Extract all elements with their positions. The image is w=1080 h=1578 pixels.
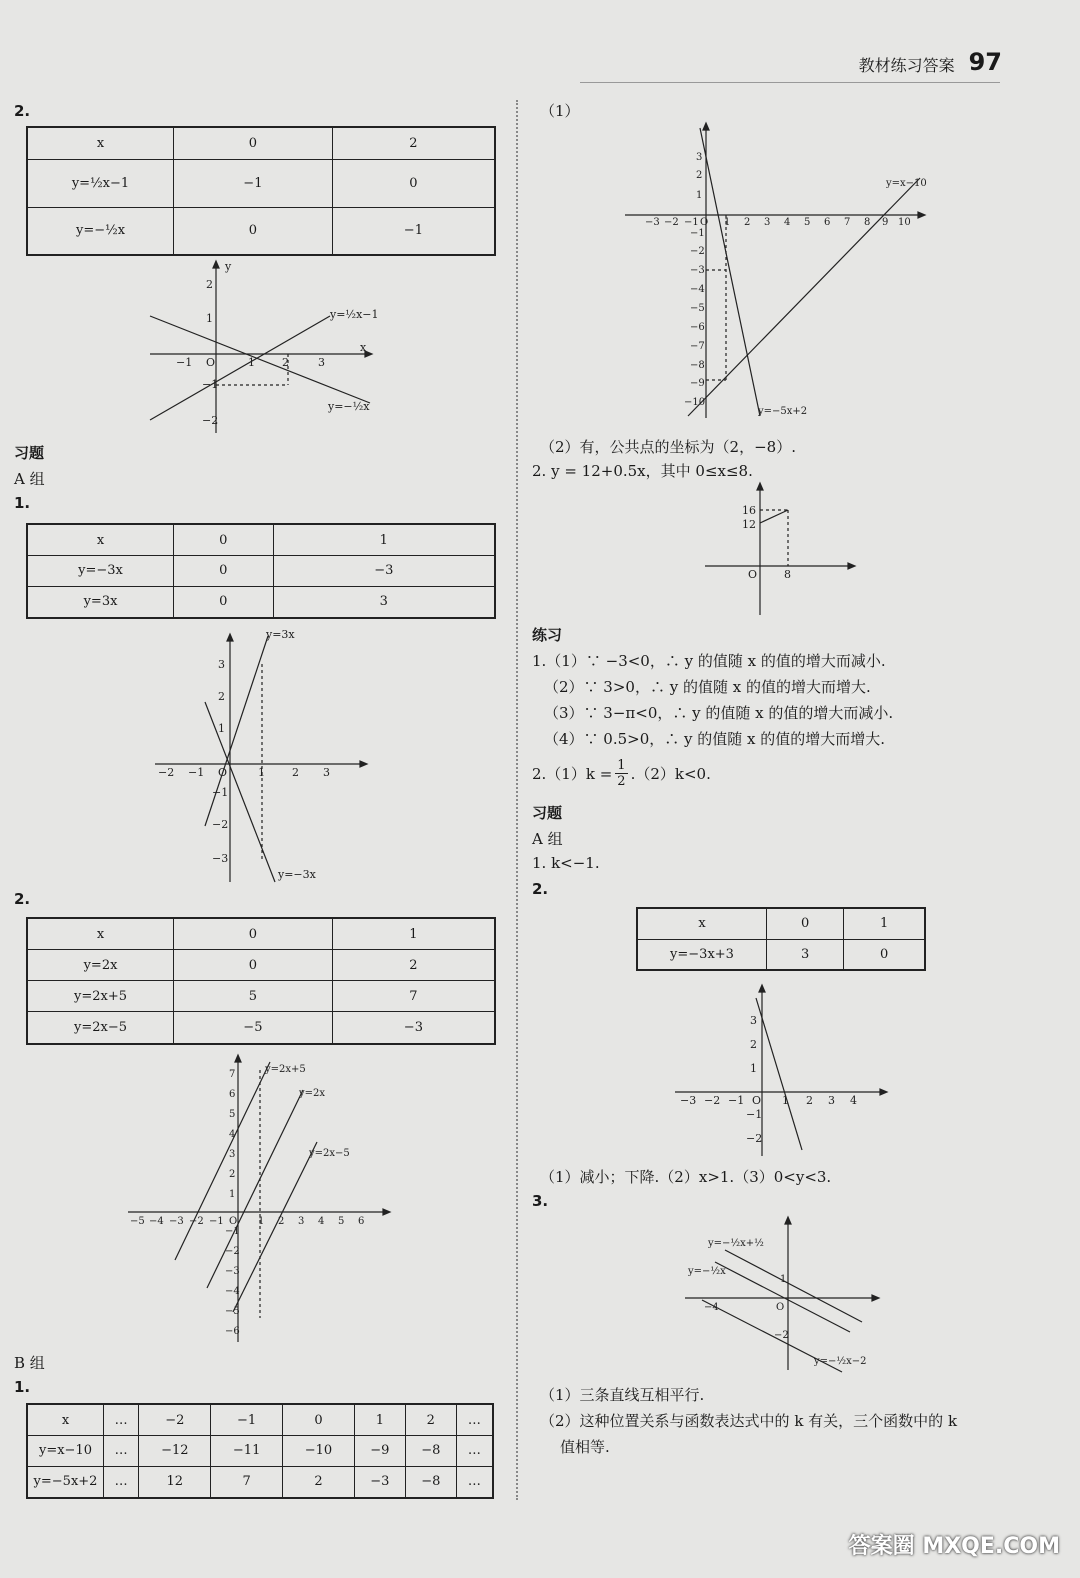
tick-label: 1 bbox=[248, 356, 255, 369]
tick-label: O bbox=[752, 1094, 762, 1107]
tick-label: −8 bbox=[690, 360, 705, 371]
table-cell: x bbox=[27, 127, 174, 159]
tick-label: −10 bbox=[684, 397, 706, 408]
table-cell: y=½x−1 bbox=[27, 159, 174, 207]
section-practice: 练习 bbox=[532, 626, 563, 644]
tick-label: 8 bbox=[784, 568, 791, 581]
tick-label: 8 bbox=[864, 217, 871, 228]
tick-label: 1 bbox=[724, 217, 731, 228]
tick-label: −6 bbox=[690, 322, 705, 333]
table-cell: −8 bbox=[405, 1466, 456, 1498]
exercise-2-label: 2. bbox=[532, 880, 549, 898]
tick-label: −2 bbox=[664, 217, 679, 228]
tick-label: 6 bbox=[824, 217, 831, 228]
part-1-label: （1） bbox=[540, 102, 580, 120]
fraction bbox=[615, 758, 627, 789]
graph-6 bbox=[670, 978, 900, 1160]
table-cell: 0 bbox=[283, 1404, 355, 1436]
table-cell: 0 bbox=[174, 127, 333, 159]
tick-label: 2 bbox=[292, 766, 299, 779]
tick-label: 2 bbox=[229, 1169, 236, 1180]
tick-label: −2 bbox=[746, 1132, 763, 1145]
line-label: y=x−10 bbox=[886, 178, 927, 189]
tick-label: −2 bbox=[212, 818, 229, 831]
table-cell: 0 bbox=[332, 159, 495, 207]
exercise-1-answer: 1. k<−1. bbox=[532, 854, 600, 872]
tick-label: 1 bbox=[206, 312, 213, 325]
question-2: 2. bbox=[14, 890, 31, 908]
tick-label: −1 bbox=[188, 766, 205, 779]
table-cell: 1 bbox=[354, 1404, 405, 1436]
table-cell: −9 bbox=[354, 1436, 405, 1467]
tick-label: O bbox=[776, 1302, 785, 1313]
exercise-3-answer: （2）这种位置关系与函数表达式中的 k 有关，三个函数中的 k bbox=[540, 1412, 958, 1430]
table-cell: 0 bbox=[767, 908, 844, 939]
tick-label: 3 bbox=[323, 766, 330, 779]
tick-label: 3 bbox=[298, 1216, 305, 1227]
tick-label: −2 bbox=[225, 1246, 240, 1257]
table-cell: −8 bbox=[405, 1436, 456, 1467]
tick-label: −4 bbox=[690, 284, 705, 295]
tick-label: 2 bbox=[750, 1038, 757, 1051]
line-label: y=2x bbox=[299, 1088, 326, 1099]
table-cell: −3 bbox=[332, 1012, 495, 1044]
table-2 bbox=[26, 523, 496, 619]
table-cell: −3 bbox=[273, 556, 495, 587]
tick-label: 3 bbox=[218, 658, 225, 671]
table-3 bbox=[26, 917, 496, 1045]
table-cell: 1 bbox=[332, 918, 495, 950]
tick-label: 5 bbox=[338, 1216, 345, 1227]
line-label: y=−5x+2 bbox=[758, 406, 808, 417]
tick-label: −3 bbox=[225, 1266, 240, 1277]
table-cell: 0 bbox=[174, 207, 333, 255]
table-cell: 2 bbox=[405, 1404, 456, 1436]
tick-label: −2 bbox=[704, 1094, 721, 1107]
tick-label: 4 bbox=[229, 1129, 236, 1140]
tick-label: 7 bbox=[844, 217, 851, 228]
tick-label: 4 bbox=[318, 1216, 325, 1227]
tick-label: 1 bbox=[750, 1062, 757, 1075]
line-label: y=2x−5 bbox=[309, 1148, 350, 1159]
table-cell: −1 bbox=[332, 207, 495, 255]
tick-label: 4 bbox=[850, 1094, 857, 1107]
practice-2-text-end: .（2）k<0. bbox=[630, 765, 711, 783]
tick-label: −5 bbox=[130, 1216, 145, 1227]
table-cell: 3 bbox=[767, 939, 844, 970]
table-cell: 1 bbox=[273, 524, 495, 556]
table-cell: −1 bbox=[211, 1404, 283, 1436]
section-exercises: 习题 bbox=[14, 444, 45, 462]
tick-label: −1 bbox=[209, 1216, 224, 1227]
table-cell: 2 bbox=[283, 1466, 355, 1498]
tick-label: −1 bbox=[684, 217, 699, 228]
tick-label: −1 bbox=[728, 1094, 745, 1107]
fraction-numerator: 1 bbox=[617, 758, 626, 773]
tick-label: 1 bbox=[258, 1216, 265, 1227]
line-label: y=−½x+½ bbox=[708, 1238, 764, 1249]
table-cell: 0 bbox=[174, 918, 333, 950]
table-cell: … bbox=[456, 1404, 493, 1436]
table-cell: 1 bbox=[844, 908, 925, 939]
table-cell: y=x−10 bbox=[27, 1436, 104, 1467]
table-cell: … bbox=[456, 1466, 493, 1498]
practice-2-answer bbox=[532, 758, 711, 789]
practice-line: 1.（1）∵ −3<0，∴ y 的值随 x 的值的增大而减小. bbox=[532, 652, 886, 670]
tick-label: 5 bbox=[229, 1109, 236, 1120]
table-cell: y=2x−5 bbox=[27, 1012, 174, 1044]
practice-line: （3）∵ 3−π<0，∴ y 的值随 x 的值的增大而减小. bbox=[544, 704, 894, 722]
tick-label: 2 bbox=[206, 278, 213, 291]
graph-2 bbox=[150, 624, 380, 886]
practice-2-text: 2.（1）k = bbox=[532, 765, 613, 783]
tick-label: 1 bbox=[780, 1274, 787, 1285]
tick-label: 2 bbox=[806, 1094, 813, 1107]
group-a-right: A 组 bbox=[532, 830, 563, 848]
tick-label: −2 bbox=[189, 1216, 204, 1227]
tick-label: O bbox=[748, 568, 758, 581]
table-cell: y=2x+5 bbox=[27, 981, 174, 1012]
table-cell: 2 bbox=[332, 950, 495, 981]
line-label: y=−½x bbox=[328, 400, 370, 413]
tick-label: −1 bbox=[212, 786, 229, 799]
table-4 bbox=[26, 1403, 494, 1499]
graph-3 bbox=[125, 1050, 395, 1345]
tick-label: −3 bbox=[690, 265, 705, 276]
tick-label: 6 bbox=[358, 1216, 365, 1227]
tick-label: 3 bbox=[318, 356, 325, 369]
table-cell: 0 bbox=[844, 939, 925, 970]
tick-label: 4 bbox=[784, 217, 791, 228]
tick-label: −9 bbox=[690, 378, 705, 389]
line-label: y=½x−1 bbox=[330, 308, 379, 321]
question-2-answer: 2. y = 12+0.5x，其中 0≤x≤8. bbox=[532, 462, 753, 480]
tick-label: 16 bbox=[742, 504, 756, 517]
table-cell: 2 bbox=[332, 127, 495, 159]
tick-label: −2 bbox=[202, 414, 219, 427]
table-cell: y=−5x+2 bbox=[27, 1466, 104, 1498]
graph-4 bbox=[620, 118, 940, 423]
tick-label: 2 bbox=[696, 170, 703, 181]
tick-label: −1 bbox=[225, 1226, 240, 1237]
tick-label: −1 bbox=[746, 1108, 763, 1121]
tick-label: −2 bbox=[158, 766, 175, 779]
tick-label: 7 bbox=[229, 1069, 236, 1080]
tick-label: O bbox=[218, 766, 228, 779]
table-cell: 5 bbox=[174, 981, 333, 1012]
tick-label: −2 bbox=[690, 246, 705, 257]
tick-label: 3 bbox=[828, 1094, 835, 1107]
page-header bbox=[859, 48, 1002, 76]
exercise-3-answer: 值相等. bbox=[560, 1438, 610, 1456]
table-cell: x bbox=[27, 918, 174, 950]
table-cell: 0 bbox=[174, 950, 333, 981]
tick-label: −3 bbox=[212, 852, 229, 865]
tick-label: −1 bbox=[690, 228, 705, 239]
table-cell: 7 bbox=[211, 1466, 283, 1498]
table-cell: 0 bbox=[174, 524, 274, 556]
tick-label: −1 bbox=[176, 356, 193, 369]
tick-label: 6 bbox=[229, 1089, 236, 1100]
tick-label: 3 bbox=[696, 152, 703, 163]
tick-label: −4 bbox=[704, 1302, 719, 1313]
header-title: 教材练习答案 bbox=[858, 56, 955, 75]
tick-label: −4 bbox=[225, 1286, 240, 1297]
section-exercises-right: 习题 bbox=[532, 804, 563, 822]
tick-label: 2 bbox=[278, 1216, 285, 1227]
table-cell: 3 bbox=[273, 586, 495, 618]
tick-label: −7 bbox=[690, 341, 705, 352]
table-cell: −5 bbox=[174, 1012, 333, 1044]
table-1 bbox=[26, 126, 496, 256]
line-label: y=−3x bbox=[278, 868, 316, 881]
tick-label: −4 bbox=[149, 1216, 164, 1227]
tick-label: O bbox=[206, 356, 216, 369]
tick-label: 2 bbox=[282, 356, 289, 369]
exercise-2-answer: （1）减小；下降.（2）x>1.（3）0<y<3. bbox=[540, 1168, 832, 1186]
tick-label: −3 bbox=[680, 1094, 697, 1107]
problem-2-label: 2. bbox=[14, 102, 31, 120]
graph-7 bbox=[680, 1214, 900, 1374]
tick-label: 5 bbox=[804, 217, 811, 228]
tick-label: 3 bbox=[750, 1014, 757, 1027]
graph-1 bbox=[140, 258, 390, 438]
tick-label: O bbox=[229, 1216, 238, 1227]
line-label: y=−½x−2 bbox=[814, 1356, 867, 1367]
table-cell: y=3x bbox=[27, 586, 174, 618]
tick-label: 1 bbox=[696, 190, 703, 201]
table-cell: y=−3x+3 bbox=[637, 939, 767, 970]
tick-label: −5 bbox=[225, 1306, 240, 1317]
tick-label: −3 bbox=[645, 217, 660, 228]
tick-label: −6 bbox=[225, 1326, 240, 1337]
tick-label: 3 bbox=[229, 1149, 236, 1160]
tick-label: 9 bbox=[882, 217, 889, 228]
page-number: 97 bbox=[968, 48, 1002, 76]
table-cell: y=2x bbox=[27, 950, 174, 981]
table-5 bbox=[636, 907, 926, 971]
table-cell: y=−3x bbox=[27, 556, 174, 587]
part-2-answer: （2）有，公共点的坐标为（2，−8）. bbox=[540, 438, 796, 456]
tick-label: −3 bbox=[169, 1216, 184, 1227]
table-cell: … bbox=[104, 1436, 139, 1467]
table-cell: −2 bbox=[139, 1404, 211, 1436]
watermark-logo: 答案圈 MXQE.COM bbox=[848, 1534, 1060, 1559]
tick-label: O bbox=[700, 217, 709, 228]
tick-label: 12 bbox=[742, 518, 756, 531]
table-cell: −1 bbox=[174, 159, 333, 207]
table-cell: … bbox=[456, 1436, 493, 1467]
line-label: y=3x bbox=[266, 628, 295, 641]
tick-label: −1 bbox=[202, 378, 219, 391]
table-cell: 12 bbox=[139, 1466, 211, 1498]
table-cell: −11 bbox=[211, 1436, 283, 1467]
tick-label: 1 bbox=[218, 722, 225, 735]
header-rule bbox=[580, 82, 1000, 83]
practice-line: （2）∵ 3>0，∴ y 的值随 x 的值的增大而增大. bbox=[544, 678, 871, 696]
tick-label: −2 bbox=[774, 1330, 789, 1341]
table-cell: 0 bbox=[174, 586, 274, 618]
b-question-1: 1. bbox=[14, 1378, 31, 1396]
table-cell: … bbox=[104, 1404, 139, 1436]
tick-label: 2 bbox=[744, 217, 751, 228]
tick-label: 1 bbox=[258, 766, 265, 779]
table-cell: x bbox=[637, 908, 767, 939]
tick-label: −5 bbox=[690, 303, 705, 314]
column-divider bbox=[516, 100, 518, 1500]
question-1: 1. bbox=[14, 494, 31, 512]
table-cell: 0 bbox=[174, 556, 274, 587]
table-cell: 7 bbox=[332, 981, 495, 1012]
table-cell: −10 bbox=[283, 1436, 355, 1467]
table-cell: y=−½x bbox=[27, 207, 174, 255]
exercise-3-answer: （1）三条直线互相平行. bbox=[540, 1386, 705, 1404]
practice-line: （4）∵ 0.5>0，∴ y 的值随 x 的值的增大而增大. bbox=[544, 730, 886, 748]
table-cell: x bbox=[27, 524, 174, 556]
fraction-denominator: 2 bbox=[617, 774, 626, 789]
tick-label: 2 bbox=[218, 690, 225, 703]
group-a: A 组 bbox=[14, 470, 45, 488]
exercise-3-label: 3. bbox=[532, 1192, 549, 1210]
tick-label: 3 bbox=[764, 217, 771, 228]
line-label: y=−½x bbox=[688, 1266, 726, 1277]
table-cell: −12 bbox=[139, 1436, 211, 1467]
table-cell: x bbox=[27, 1404, 104, 1436]
tick-label: 1 bbox=[229, 1189, 236, 1200]
tick-label: 1 bbox=[782, 1094, 789, 1107]
graph-5 bbox=[700, 480, 860, 618]
table-cell: … bbox=[104, 1466, 139, 1498]
table-cell: −3 bbox=[354, 1466, 405, 1498]
tick-label: 10 bbox=[898, 217, 911, 228]
group-b: B 组 bbox=[14, 1354, 45, 1372]
axis-x-label: x bbox=[360, 341, 367, 354]
line-label: y=2x+5 bbox=[265, 1064, 306, 1075]
axis-y-label: y bbox=[225, 260, 232, 273]
